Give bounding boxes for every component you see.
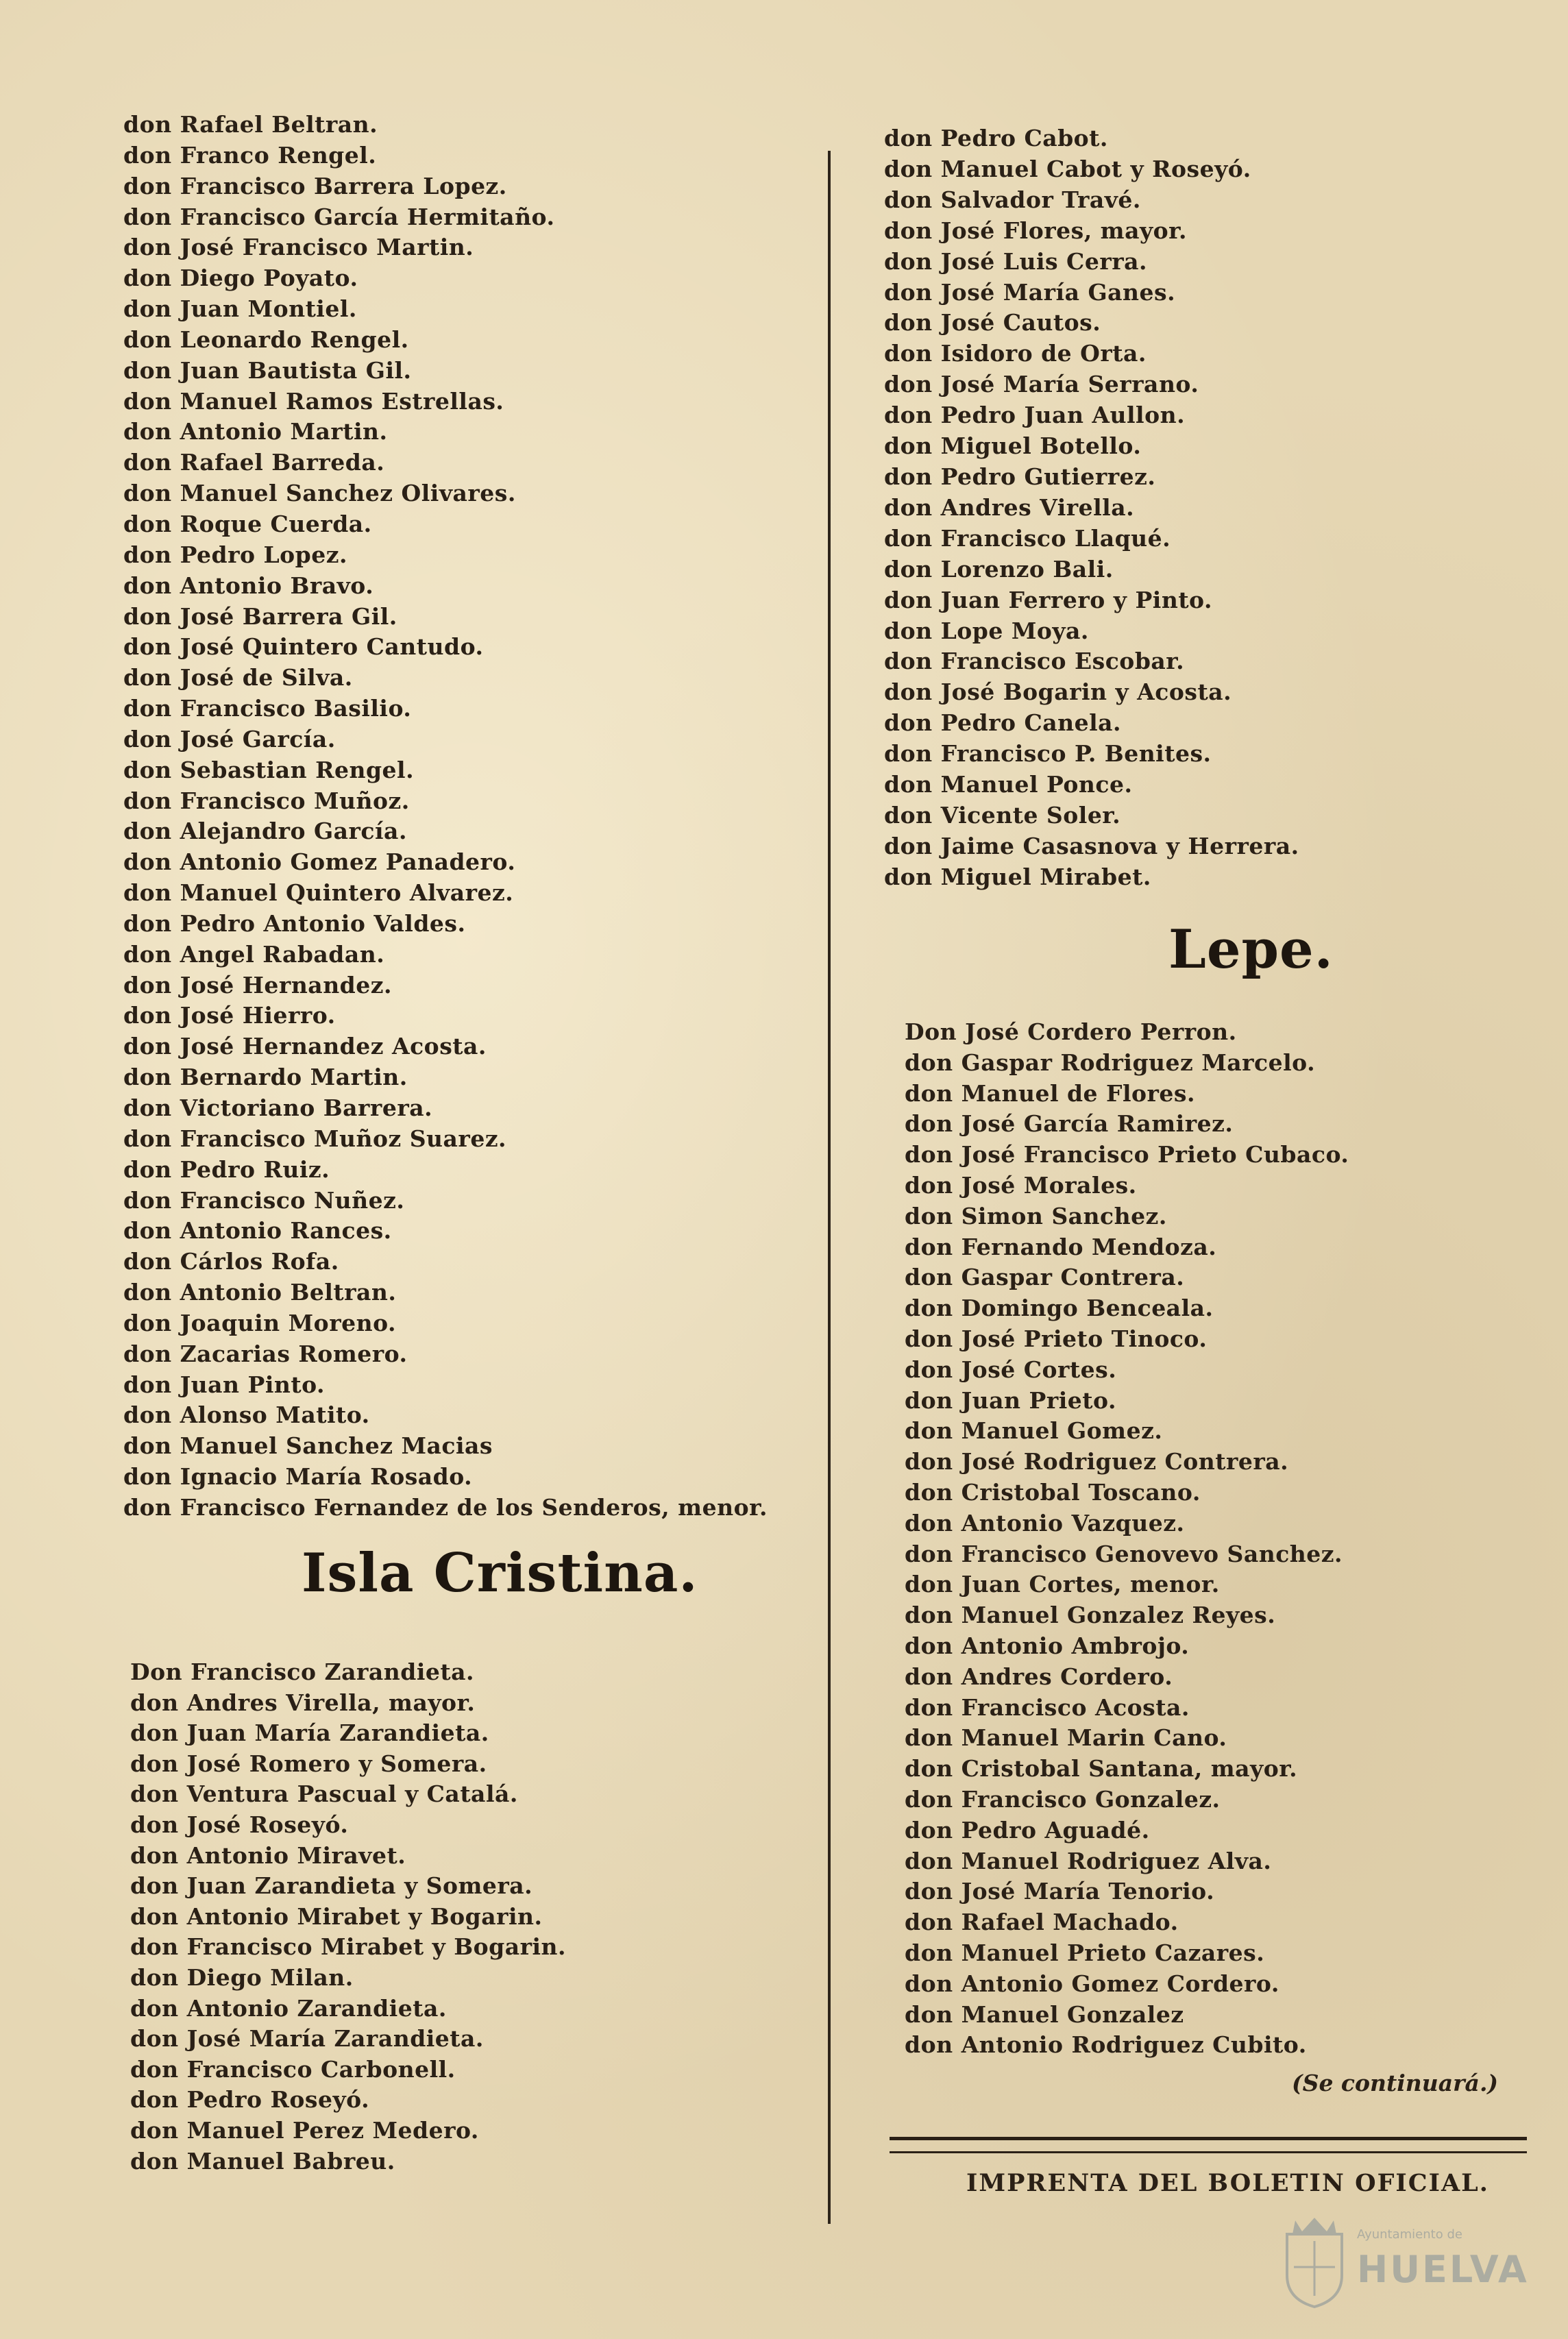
list-item: don Juan Pinto. <box>123 1371 326 1398</box>
list-item: don José Roseyó. <box>130 1811 349 1838</box>
list-item: don Manuel Gonzalez <box>905 2000 1184 2028</box>
list-item: don Francisco García Hermitaño. <box>123 203 555 230</box>
list-item: don Victoriano Barrera. <box>123 1094 433 1121</box>
list-item: don Manuel Sanchez Macias <box>123 1432 493 1460</box>
list-item: don Manuel Marin Cano. <box>905 1724 1227 1752</box>
list-item: don Francisco Carbonell. <box>130 2055 456 2083</box>
list-item: don Antonio Rances. <box>123 1217 392 1245</box>
list-item: don Pedro Roseyó. <box>130 2086 370 2114</box>
list-item: don Roque Cuerda. <box>123 510 372 537</box>
list-item: don Manuel Rodriguez Alva. <box>905 1847 1272 1874</box>
list-item: don Manuel de Flores. <box>905 1079 1195 1107</box>
list-item: don Francisco Acosta. <box>905 1693 1190 1721</box>
list-item: don Antonio Miravet. <box>130 1841 406 1869</box>
list-item: don Alejandro García. <box>123 818 407 845</box>
list-item: don José Cortes. <box>905 1356 1117 1383</box>
list-item: don Lorenzo Bali. <box>884 555 1114 583</box>
list-item: don José Luis Cerra. <box>884 247 1147 275</box>
list-item: don Francisco Fernandez de los Senderos, menor. <box>123 1493 768 1521</box>
list-item: don Francisco Gonzalez. <box>905 1785 1221 1813</box>
list-item: don Manuel Prieto Cazares. <box>905 1939 1265 1966</box>
list-item: don Cárlos Rofa. <box>123 1248 339 1275</box>
list-item: don Rafael Barreda. <box>123 449 385 476</box>
list-item: don José Romero y Somera. <box>130 1750 487 1777</box>
decorative-rule <box>890 2137 1527 2153</box>
list-item: don Francisco Muñoz. <box>123 787 410 814</box>
section-heading-lepe: Lepe. <box>1168 918 1334 981</box>
list-item: don Manuel Perez Medero. <box>130 2116 479 2144</box>
list-item: don José María Serrano. <box>884 371 1199 398</box>
list-item: don Fernando Mendoza. <box>905 1233 1217 1260</box>
list-item: don Rafael Beltran. <box>123 111 378 138</box>
list-item: don Domingo Benceala. <box>905 1295 1214 1322</box>
list-item: don José Morales. <box>905 1171 1137 1199</box>
list-item: don José Francisco Prieto Cubaco. <box>905 1141 1349 1168</box>
left-column <box>123 110 809 1523</box>
list-item: don Gaspar Rodriguez Marcelo. <box>905 1049 1316 1076</box>
list-item: don Pedro Ruiz. <box>123 1155 330 1183</box>
list-item: don Lope Moya. <box>884 617 1089 644</box>
list-item: don Francisco Llaqué. <box>884 524 1171 552</box>
list-item: don José Hernandez. <box>123 971 392 999</box>
list-item: don Francisco P. Benites. <box>884 740 1212 768</box>
list-item: don Miguel Mirabet. <box>884 863 1151 890</box>
list-item: don Vicente Soler. <box>884 801 1121 829</box>
list-item: don Cristobal Santana, mayor. <box>905 1755 1298 1783</box>
list-item: don Francisco Nuñez. <box>123 1186 405 1214</box>
list-item: don Ignacio María Rosado. <box>123 1463 473 1491</box>
coat-of-arms-icon <box>1282 2214 1347 2310</box>
list-item: don Bernardo Martin. <box>123 1064 408 1091</box>
list-item: don Sebastian Rengel. <box>123 756 415 783</box>
list-item: don Juan Bautista Gil. <box>123 356 412 384</box>
list-item: don Franco Rengel. <box>123 141 377 169</box>
list-item: don Rafael Machado. <box>905 1909 1179 1936</box>
list-item: don Simon Sanchez. <box>905 1202 1167 1229</box>
list-item: don Pedro Juan Aullon. <box>884 402 1186 429</box>
left-name-list <box>123 110 809 1523</box>
list-item: don Pedro Aguadé. <box>905 1816 1150 1844</box>
list-item: don Manuel Gomez. <box>905 1417 1163 1445</box>
list-item: Don José Cordero Perron. <box>905 1018 1237 1045</box>
list-item: don José María Ganes. <box>884 278 1176 306</box>
list-item: don Manuel Gonzalez Reyes. <box>905 1602 1276 1629</box>
watermark-small-text: Ayuntamiento de <box>1357 2227 1462 2242</box>
list-item: don Ventura Pascual y Catalá. <box>130 1780 518 1808</box>
list-item: don Francisco Basilio. <box>123 695 412 722</box>
list-item: don José Prieto Tinoco. <box>905 1325 1208 1352</box>
list-item: don Zacarias Romero. <box>123 1340 408 1367</box>
list-item: don Francisco Escobar. <box>884 648 1185 675</box>
watermark-large-text: HUELVA <box>1357 2248 1529 2291</box>
list-item: don Francisco Mirabet y Bogarin. <box>130 1933 567 1961</box>
list-item: don Salvador Travé. <box>884 186 1141 213</box>
list-item: don Juan Zarandieta y Somera. <box>130 1872 533 1900</box>
list-item: don Manuel Sanchez Olivares. <box>123 480 516 507</box>
list-item: don Pedro Lopez. <box>123 541 347 568</box>
list-item: don José de Silva. <box>123 664 353 691</box>
list-item: don Antonio Rodriguez Cubito. <box>905 2031 1307 2059</box>
list-item: don José María Zarandieta. <box>130 2025 484 2053</box>
list-item: don Antonio Gomez Panadero. <box>123 848 516 876</box>
list-item: don José María Tenorio. <box>905 1878 1215 1905</box>
list-item: don Pedro Antonio Valdes. <box>123 909 466 937</box>
section-heading-isla-cristina: Isla Cristina. <box>302 1542 698 1604</box>
list-item: don Antonio Ambrojo. <box>905 1632 1190 1659</box>
list-item: don Alonso Matito. <box>123 1401 370 1429</box>
right-name-list <box>884 123 1535 893</box>
list-item: don Antonio Mirabet y Bogarin. <box>130 1902 543 1930</box>
printer-imprint: IMPRENTA DEL BOLETIN OFICIAL. <box>966 2169 1489 2197</box>
list-item: don Juan Cortes, menor. <box>905 1571 1220 1598</box>
list-item: Don Francisco Zarandieta. <box>130 1658 474 1685</box>
list-item: don José Bogarin y Acosta. <box>884 678 1232 706</box>
list-item: don José Flores, mayor. <box>884 217 1187 244</box>
list-item: don Pedro Cabot. <box>884 125 1108 151</box>
list-item: don José Hernandez Acosta. <box>123 1033 487 1060</box>
list-item: don Francisco Genovevo Sanchez. <box>905 1540 1343 1567</box>
continuation-note: (Se continuará.) <box>1292 2070 1499 2096</box>
list-item: don José Rodriguez Contrera. <box>905 1448 1289 1475</box>
right-column <box>884 123 1535 893</box>
list-item: don Jaime Casasnova y Herrera. <box>884 832 1299 859</box>
list-item: don Diego Poyato. <box>123 265 358 292</box>
list-item: don José García. <box>123 725 336 752</box>
list-item: don Antonio Gomez Cordero. <box>905 1970 1279 1997</box>
list-item: don Leonardo Rengel. <box>123 326 409 353</box>
list-item: don Miguel Botello. <box>884 432 1142 460</box>
list-item: don Antonio Vazquez. <box>905 1509 1185 1536</box>
list-item: don José García Ramirez. <box>905 1110 1234 1138</box>
list-item: don Andres Virella. <box>884 493 1135 521</box>
list-item: don Manuel Ponce. <box>884 771 1133 798</box>
list-item: don José Cautos. <box>884 309 1101 336</box>
list-item: don Antonio Martin. <box>123 418 388 445</box>
list-item: don Manuel Cabot y Roseyó. <box>884 155 1251 182</box>
list-item: don José Barrera Gil. <box>123 602 397 630</box>
list-item: don Francisco Muñoz Suarez. <box>123 1125 507 1152</box>
list-item: don Manuel Babreu. <box>130 2147 395 2175</box>
lepe-name-list <box>905 1017 1349 2061</box>
list-item: don Angel Rabadan. <box>123 940 385 968</box>
list-item: don Joaquin Moreno. <box>123 1309 396 1336</box>
list-item: don José Hierro. <box>123 1002 336 1029</box>
list-item: don Antonio Bravo. <box>123 572 374 599</box>
list-item: don Francisco Barrera Lopez. <box>123 172 507 199</box>
list-item: don Juan Prieto. <box>905 1386 1116 1414</box>
list-item: don Diego Milan. <box>130 1963 354 1991</box>
list-item: don Juan Montiel. <box>123 295 357 323</box>
archive-watermark <box>1282 2214 1528 2316</box>
list-item: don Manuel Ramos Estrellas. <box>123 387 504 415</box>
list-item: don José Quintero Cantudo. <box>123 633 484 661</box>
list-item: don José Francisco Martin. <box>123 234 474 261</box>
list-item: don Antonio Zarandieta. <box>130 1994 447 2022</box>
list-item: don Manuel Quintero Alvarez. <box>123 879 514 907</box>
list-item: don Juan María Zarandieta. <box>130 1719 489 1747</box>
list-item: don Cristobal Toscano. <box>905 1478 1201 1506</box>
list-item: don Gaspar Contrera. <box>905 1264 1185 1291</box>
list-item: don Andres Cordero. <box>905 1663 1173 1690</box>
list-item: don Antonio Beltran. <box>123 1279 397 1306</box>
column-divider <box>828 151 831 2224</box>
list-item: don Isidoro de Orta. <box>884 340 1147 367</box>
list-item: don Pedro Gutierrez. <box>884 463 1156 490</box>
isla-cristina-name-list <box>130 1657 566 2177</box>
list-item: don Andres Virella, mayor. <box>130 1689 476 1716</box>
list-item: don Juan Ferrero y Pinto. <box>884 586 1212 613</box>
list-item: don Pedro Canela. <box>884 709 1121 737</box>
